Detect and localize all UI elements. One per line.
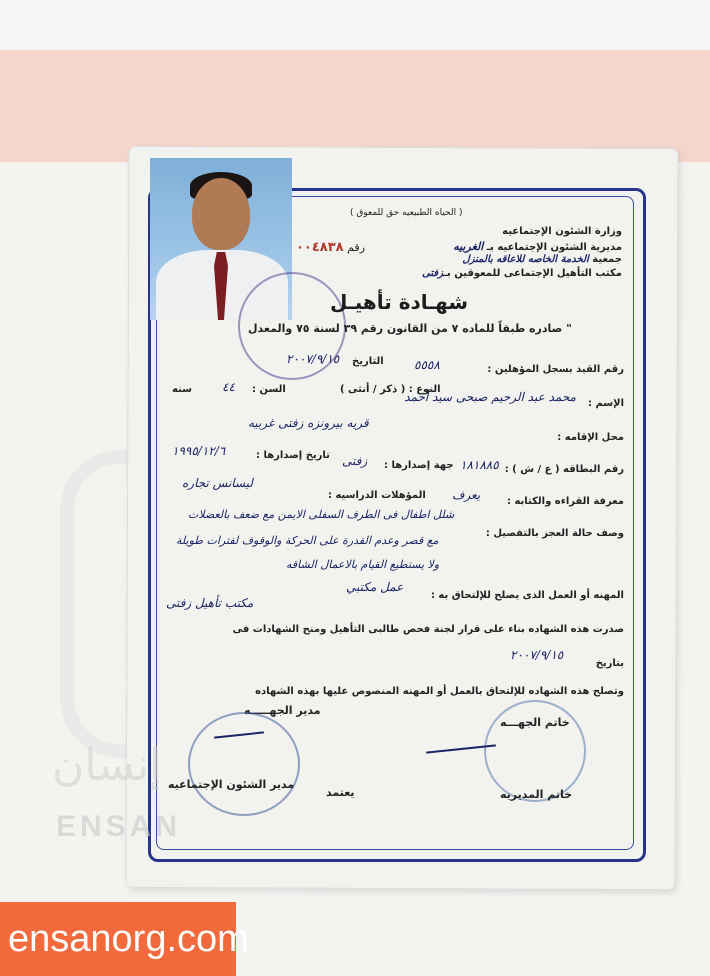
portrait-face: [192, 178, 250, 250]
issue-date-label: تاريخ إصدارها :: [256, 450, 330, 461]
serial-value: ٠٠٤٨٣٨: [296, 240, 344, 255]
watermark-latin: ENSAN: [56, 810, 182, 843]
on-date-value: ٢٠٠٧/٩/١٥: [510, 648, 564, 662]
directorate-seal-label: خاتم المديريه: [500, 788, 573, 801]
entity-seal-label: خاتم الجهـــه: [500, 716, 570, 729]
profession-label: المهنه أو العمل الذى يصلح للإلتحاق به :: [430, 590, 624, 601]
certificate-title: شهـادة تأهيـل: [330, 290, 468, 314]
issuer-label: جهة إصدارها :: [384, 460, 454, 471]
disability-label: وصف حالة العجز بالتفصيل :: [485, 528, 624, 539]
header-band: [0, 50, 710, 162]
age-value: ٤٤: [222, 380, 235, 394]
issued-by-value: مكتب تأهيل زفتى: [166, 596, 254, 610]
issue-date-value: ١٩٩٥/١٢/٦: [172, 444, 226, 458]
directorate-name: [453, 240, 622, 253]
qualifications-value: ليسانس تجاره: [182, 476, 253, 490]
serial-number: [296, 240, 365, 255]
issuer-value: زفتى: [342, 454, 368, 468]
office-handwritten: زفتى: [421, 268, 444, 279]
entity-director-label: مدير الجهـــــه: [244, 704, 321, 717]
registry-value: ٥٥٥٨: [414, 358, 440, 372]
literacy-label: معرفة القراءه والكتابه :: [506, 496, 624, 507]
profession-value: عمل مكتبي: [346, 580, 404, 594]
ministry-name: وزارة الشئون الإجتماعيه: [502, 226, 622, 237]
entity-stamp: [484, 700, 586, 802]
motto: ( الحياه الطبيعيه حق للمعوق ): [350, 208, 463, 218]
association-handwritten: الخدمة الخاصه للاعاقه بالمنزل: [462, 254, 589, 265]
disability-line-3: ولا يستطيع القيام بالاعمال الشاقه: [286, 558, 440, 571]
office-label: مكتب التأهيل الإجتماعى للمعوقين بـ: [443, 268, 622, 279]
top-band: [0, 0, 710, 50]
social-director-label: مدير الشئون الإجتماعيه: [168, 778, 295, 791]
association-label: جمعية: [592, 254, 622, 265]
residence-label: محل الإقامه :: [557, 432, 624, 443]
serial-label: رقم: [347, 241, 366, 254]
qualifications-label: المؤهلات الدراسيه :: [328, 490, 426, 501]
validity-text: وتصلح هذه الشهاده للإلتحاق بالعمل أو المهنه المنصوص عليها بهذه الشهاده: [255, 686, 624, 697]
card-label: رقم البطاقه ( ع / ش ) :: [504, 464, 624, 475]
age-unit: سنه: [172, 384, 192, 395]
social-affairs-stamp: [188, 712, 300, 816]
watermark-arabic: إنسان: [52, 740, 162, 791]
age-label: السن :: [252, 384, 286, 395]
disability-line-1: شلل اطفال فى الطرف السفلى الايمن مع ضعف بالعضلات: [188, 508, 455, 521]
gender-label: النوع : ( ذكر / أنثى ): [340, 384, 441, 395]
on-date-label: بتاريخ: [595, 658, 624, 669]
office-name: [422, 268, 622, 279]
card-value: ١٨١٨٨٥: [460, 458, 499, 472]
approve-label: يعتمد: [326, 786, 355, 799]
residence-value: قريه بيرونزه زفتى غربيه: [248, 416, 369, 430]
date-label: التاريخ: [352, 356, 384, 367]
brand-banner: ensanorg.com: [0, 902, 236, 976]
disability-line-2: مع قصر وعدم القدرة على الحركة والوقوف لفترات طويلة: [176, 534, 439, 547]
date-value: ٢٠٠٧/٩/١٥: [286, 352, 340, 366]
certificate-subtitle: " صادره طبقاً للماده ٧ من القانون رقم ٣٩ لسنة ٧٥ والمعدل: [248, 322, 572, 335]
literacy-value: يعرف: [452, 488, 481, 502]
association-name: [462, 254, 622, 265]
directorate-label: مديرية الشئون الإجتماعيه بـ: [486, 242, 622, 253]
name-label: الإسم :: [587, 398, 624, 409]
issued-by-text: صدرت هذه الشهاده بناء على قرار لجنة فحص طالبى التأهيل ومنح الشهادات فى: [232, 624, 624, 635]
directorate-handwritten: الغربيه: [453, 240, 484, 253]
name-value: محمد عبد الرحيم صبحى سيد أحمد: [404, 390, 576, 404]
registry-label: رقم القيد بسجل المؤهلين :: [487, 364, 624, 375]
